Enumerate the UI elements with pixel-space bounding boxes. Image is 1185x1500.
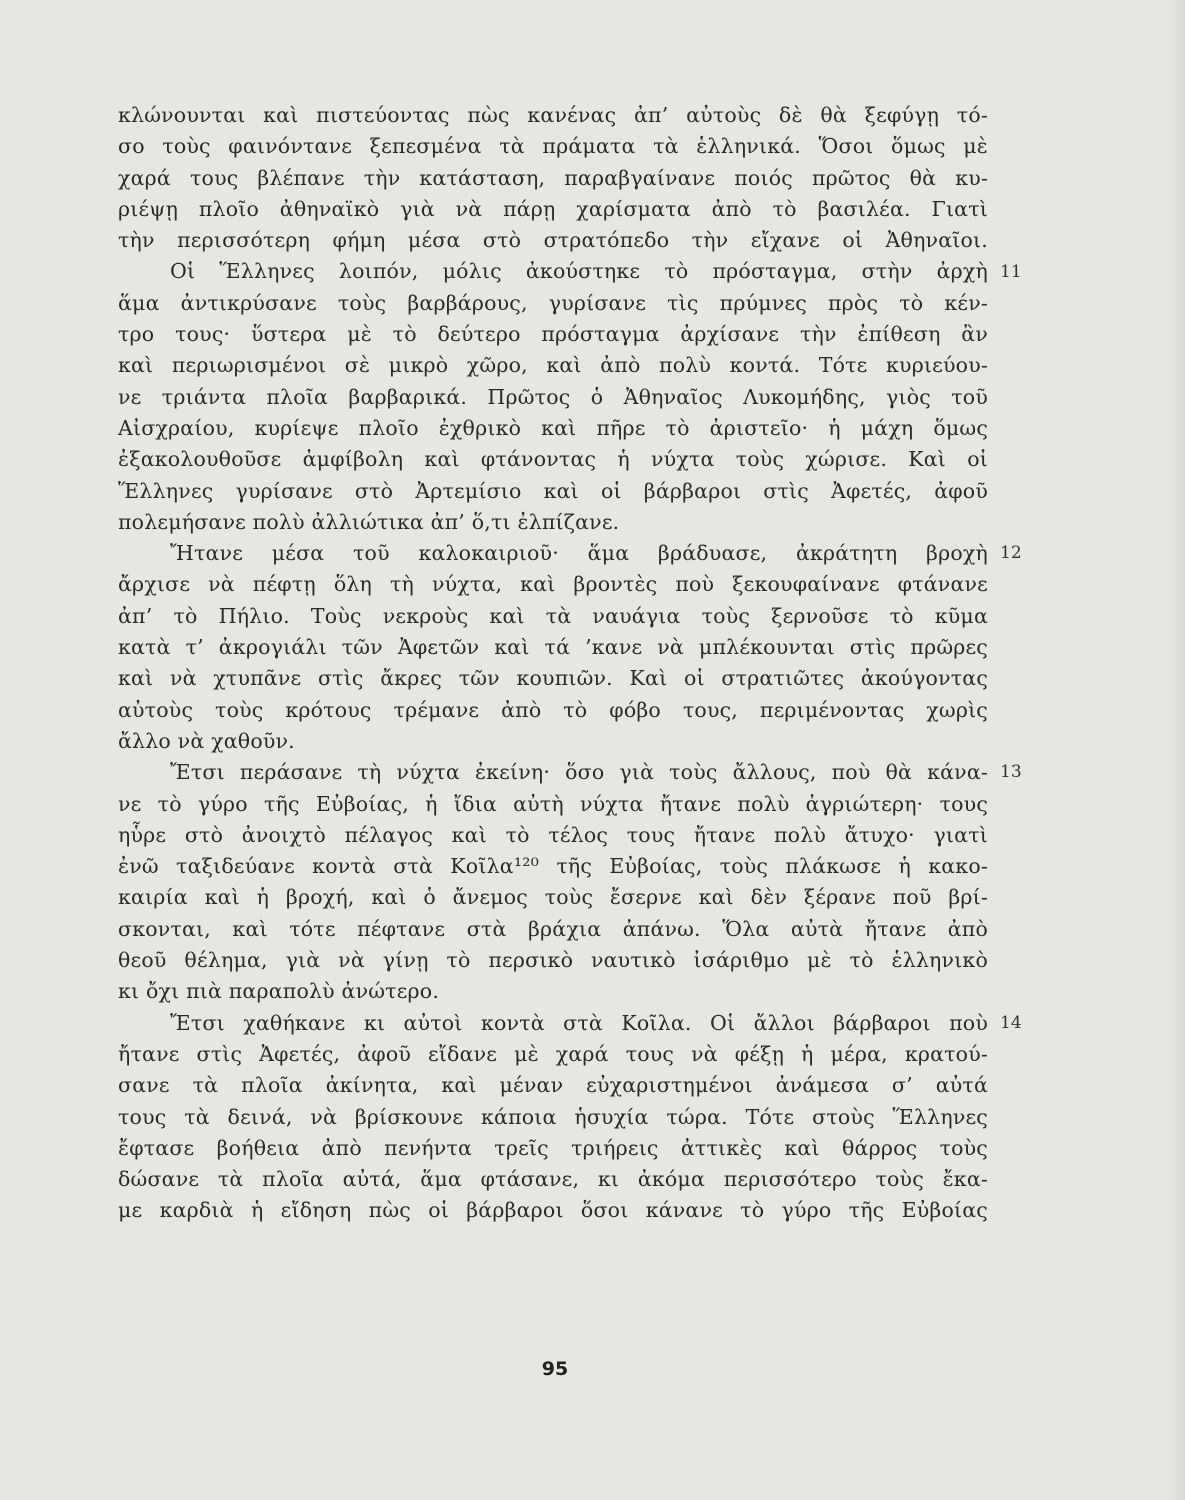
text-line: Ἔτσι περάσανε τὴ νύχτα ἐκείνη· ὅσο γιὰ τοὺς ἄλλους, ποὺ θὰ κάνα- (170, 760, 988, 785)
text-line: ἤτανε στὶς Ἀφετές, ἀφοῦ εἴδανε μὲ χαρά τους νὰ φέξῃ ἡ μέρα, κρατού- (118, 1041, 988, 1066)
chapter-section-number: 12 (1000, 543, 1022, 564)
text-line: κλώνουνται καὶ πιστεύοντας πὼς κανένας ἀπ’ αὐτοὺς δὲ θὰ ξεφύγῃ τό- (118, 103, 988, 127)
text-line: ἄλλο νὰ χαθοῦν. (118, 728, 295, 753)
chapter-section-number: 11 (1000, 261, 1022, 282)
text-line: σο τοὺς φαινόντανε ξεπεσμένα τὰ πράματα τὰ ἑλληνικά. Ὅσοι ὅμως μὲ (118, 134, 988, 159)
chapter-section-number: 13 (1000, 762, 1022, 783)
text-line: Ἤτανε μέσα τοῦ καλοκαιριοῦ· ἅμα βράδυασε, ἀκράτητη βροχὴ (170, 541, 988, 566)
text-line: ἔφτασε βοήθεια ἀπὸ πενήντα τρεῖς τριήρεις ἀττικὲς καὶ θάρρος τοὺς (118, 1135, 988, 1160)
text-line: χαρά τους βλέπανε τὴν κατάσταση, παραβγαίνανε ποιός πρῶτος θὰ κυ- (118, 165, 988, 190)
text-line: καὶ περιωρισμένοι σὲ μικρὸ χῶρο, καὶ ἀπὸ πολὺ κοντά. Τότε κυριεύου- (118, 353, 988, 378)
text-line: νε τριάντα πλοῖα βαρβαρικά. Πρῶτος ὁ Ἀθηναῖος Λυκομήδης, γιὸς τοῦ (118, 384, 988, 409)
text-line: Ἕλληνες γυρίσανε στὸ Ἀρτεμίσιο καὶ οἱ βάρβαροι στὶς Ἀφετές, ἀφοῦ (118, 478, 988, 503)
text-line: τὴν περισσότερη φήμη μέσα στὸ στρατόπεδο τὴν εἴχανε οἱ Ἀθηναῖοι. (118, 228, 988, 253)
text-line: νε τὸ γύρο τῆς Εὐβοίας, ἡ ἴδια αὐτὴ νύχτα ἤτανε πολὺ ἀγριώτερη· τους (118, 791, 988, 816)
text-line: ἅμα ἀντικρύσανε τοὺς βαρβάρους, γυρίσανε τὶς πρύμνες πρὸς τὸ κέν- (118, 290, 988, 315)
text-line: Οἱ Ἕλληνες λοιπόν, μόλις ἀκούστηκε τὸ πρόσταγμα, στὴν ἀρχὴ (170, 259, 988, 284)
body-text (118, 100, 988, 1227)
text-line: καιρία καὶ ἡ βροχή, καὶ ὁ ἄνεμος τοὺς ἔσερνε καὶ δὲν ξέρανε ποῦ βρί- (118, 885, 988, 910)
text-line: κατὰ τ’ ἀκρογιάλι τῶν Ἀφετῶν καὶ τά ’κανε νὰ μπλέκουνται στὶς πρῶρες (118, 635, 988, 660)
text-line: ἐξακολουθοῦσε ἀμφίβολη καὶ φτάνοντας ἡ νύχτα τοὺς χώρισε. Καὶ οἱ (118, 447, 988, 472)
text-line: δώσανε τὰ πλοῖα αὐτά, ἅμα φτάσανε, κι ἀκόμα περισσότερο τοὺς ἔκα- (118, 1167, 988, 1192)
text-line: τους τὰ δεινά, νὰ βρίσκουνε κάποια ἡσυχία τώρα. Τότε στοὺς Ἕλληνες (118, 1104, 988, 1129)
text-line: Ἔτσι χαθήκανε κι αὐτοὶ κοντὰ στὰ Κοῖλα. Οἱ ἄλλοι βάρβαροι ποὺ (170, 1010, 988, 1035)
text-line: τρο τους· ὕστερα μὲ τὸ δεύτερο πρόσταγμα ἀρχίσανε τὴν ἐπίθεση ἂν (118, 322, 988, 347)
chapter-section-number: 14 (1000, 1012, 1022, 1033)
text-line: ηὗρε στὸ ἀνοιχτὸ πέλαγος καὶ τὸ τέλος τους ἤτανε πολὺ ἄτυχο· γιατὶ (118, 822, 988, 847)
text-line: με καρδιὰ ἡ εἴδηση πὼς οἱ βάρβαροι ὅσοι κάνανε τὸ γύρο τῆς Εὐβοίας (118, 1198, 988, 1223)
text-line: Αἰσχραίου, κυρίεψε πλοῖο ἐχθρικὸ καὶ πῆρε τὸ ἀριστεῖο· ἡ μάχη ὅμως (118, 415, 988, 440)
text-line: κι ὄχι πιὰ παραπολὺ ἀνώτερο. (118, 979, 440, 1004)
page-edge-shadow (1167, 0, 1185, 1500)
text-line: αὐτοὺς τοὺς κρότους τρέμανε ἀπὸ τὸ φόβο τους, περιμένοντας χωρὶς (118, 697, 988, 722)
text-line: θεοῦ θέλημα, γιὰ νὰ γίνῃ τὸ περσικὸ ναυτικὸ ἰσάριθμο μὲ τὸ ἑλληνικὸ (118, 948, 988, 973)
page-number: 95 (541, 1358, 569, 1380)
text-line: σκονται, καὶ τότε πέφτανε στὰ βράχια ἀπάνω. Ὅλα αὐτὰ ἤτανε ἀπὸ (118, 916, 988, 941)
text-line: καὶ νὰ χτυπᾶνε στὶς ἄκρες τῶν κουπιῶν. Καὶ οἱ στρατιῶτες ἀκούγοντας (118, 666, 988, 691)
text-line: ἀπ’ τὸ Πήλιο. Τοὺς νεκροὺς καὶ τὰ ναυάγια τοὺς ξερνοῦσε τὸ κῦμα (118, 603, 988, 628)
text-line: πολεμήσανε πολὺ ἀλλιώτικα ἀπ’ ὅ,τι ἐλπίζανε. (118, 509, 620, 534)
text-line: ἄρχισε νὰ πέφτῃ ὅλη τὴ νύχτα, καὶ βροντὲς ποὺ ξεκουφαίνανε φτάνανε (118, 572, 988, 597)
text-line: σανε τὰ πλοῖα ἀκίνητα, καὶ μέναν εὐχαριστημένοι ἀνάμεσα σ’ αὐτά (118, 1073, 988, 1098)
text-line: ριέψῃ πλοῖο ἀθηναϊκὸ γιὰ νὰ πάρῃ χαρίσματα ἀπὸ τὸ βασιλέα. Γιατὶ (118, 196, 988, 221)
text-line: ἐνῶ ταξιδεύανε κοντὰ στὰ Κοῖλα¹²⁰ τῆς Εὐβοίας, τοὺς πλάκωσε ἡ κακο- (118, 854, 988, 879)
